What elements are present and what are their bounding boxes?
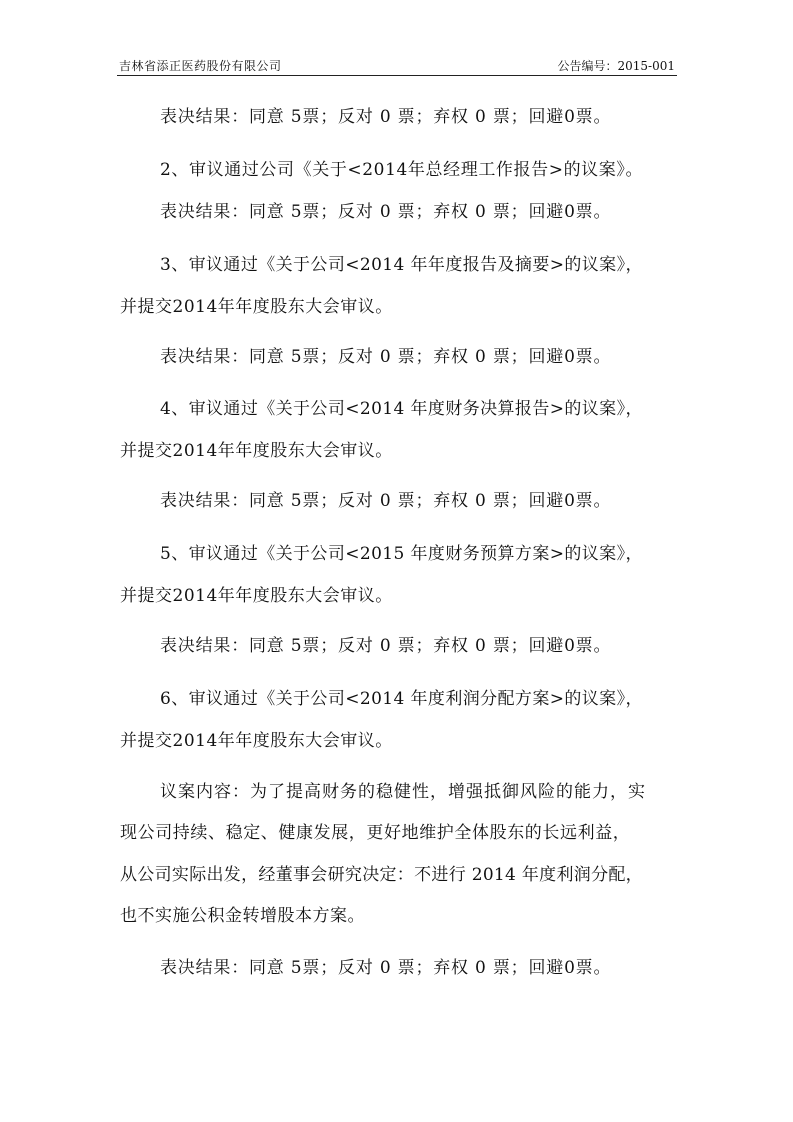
resolution-6-cont: 并提交2014年年度股东大会审议。 [120,731,393,751]
resolution-3-cont: 并提交2014年年度股东大会审议。 [120,297,393,317]
resolution-5-cont: 并提交2014年年度股东大会审议。 [120,586,393,606]
resolution-4-cont: 并提交2014年年度股东大会审议。 [120,441,393,461]
notice-number: 公告编号：2015-001 [557,59,675,73]
vote-result-3: 表决结果：同意 5票；反对 0 票；弃权 0 票；回避0票。 [160,347,612,367]
page-header [117,53,677,76]
proposal-content-line-1: 议案内容：为了提高财务的稳健性，增强抵御风险的能力，实 [160,782,646,802]
proposal-content-line-3: 从公司实际出发，经董事会研究决定：不进行 2014 年度利润分配， [120,865,643,885]
resolution-3: 3、审议通过《关于公司<2014 年年度报告及摘要>的议案》， [160,255,643,275]
resolution-5: 5、审议通过《关于公司<2015 年度财务预算方案>的议案》， [160,544,643,564]
resolution-4: 4、审议通过《关于公司<2014 年度财务决算报告>的议案》， [160,399,643,419]
proposal-content-line-4: 也不实施公积金转增股本方案。 [120,906,365,926]
company-name: 吉林省添正医药股份有限公司 [119,59,282,73]
vote-result-5: 表决结果：同意 5票；反对 0 票；弃权 0 票；回避0票。 [160,636,612,656]
resolution-2: 2、审议通过公司《关于<2014年总经理工作报告>的议案》。 [160,160,644,180]
vote-result-1: 表决结果：同意 5票；反对 0 票；弃权 0 票；回避0票。 [160,107,612,127]
vote-result-6: 表决结果：同意 5票；反对 0 票；弃权 0 票；回避0票。 [160,958,612,978]
vote-result-2: 表决结果：同意 5票；反对 0 票；弃权 0 票；回避0票。 [160,202,612,222]
resolution-6: 6、审议通过《关于公司<2014 年度利润分配方案>的议案》， [160,689,643,709]
proposal-content-line-2: 现公司持续、稳定、健康发展，更好地维护全体股东的长远利益， [120,823,631,843]
vote-result-4: 表决结果：同意 5票；反对 0 票；弃权 0 票；回避0票。 [160,491,612,511]
